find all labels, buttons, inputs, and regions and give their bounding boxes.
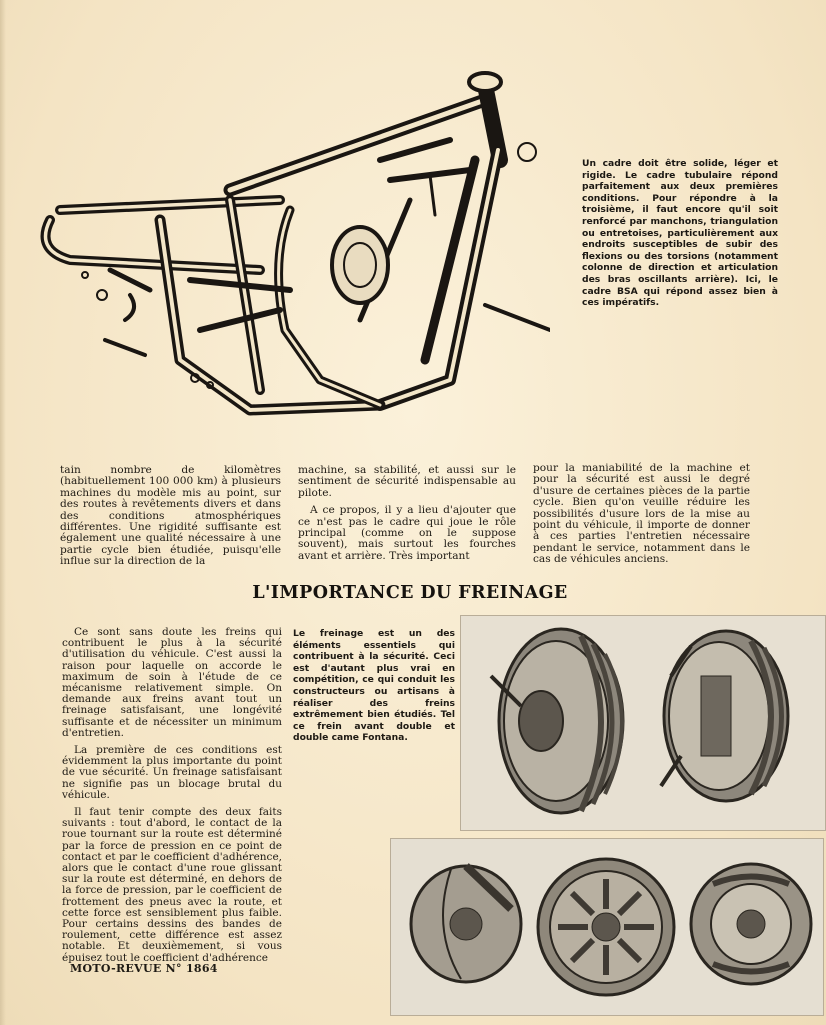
paragraph: La première de ces conditions est évidemment la plus importante du point de vue sécurité. Un freinage satisfaisant ne signifie pas un blocage brutal du véhicule.: [62, 744, 282, 801]
article-column-1: [60, 465, 281, 574]
brake-plates-photo: [390, 838, 824, 1016]
bsa-frame-illustration: [30, 60, 550, 430]
paragraph: pour la maniabilité de la machine et pour la sécurité est aussi le degré d'usure de certaines pièces de la partie cycle. Bien qu'on veuille réduire les possibilités d'usure lors de la mise au point du véhicule, il importe de donner à ces parties l'entretien nécessaire pendant le service, notamment dans le cas de véhicules anciens.: [533, 462, 750, 566]
frame-caption: Un cadre doit être solide, léger et rigide. Le cadre tubulaire répond parfaitement aux deux premières conditions. Pour répondre à la troisième, il faut encore qu'il soit renforcé par manchons, triangulation ou entretoises, particulièrement aux endroits susceptibles de subir des flexions ou des torsions (notamment colonne de direction et articulation des bras oscillants arrière). Ici, le cadre BSA qui répond assez bien à ces impératifs.: [582, 158, 778, 309]
magazine-footer: MOTO-REVUE N° 1864: [70, 962, 218, 975]
page-edge-shadow: [0, 0, 6, 1025]
paragraph: tain nombre de kilomètres (habituellement 100 000 km) à plusieurs machines du modèle mis au point, sur des routes à revêtements divers et dans des conditions atmosphériques différentes. Une rigidité suffisante est également une qualité nécessaire à une partie cycle bien étudiée, puisqu'elle influe sur la direction de la: [60, 464, 281, 568]
brake-caption: Le freinage est un des éléments essentiels qui contribuent à la sécurité. Ceci est d'autant plus vrai en compétition, ce qui conduit les constructeurs ou artisans à réaliser des freins extrêmement bien étudiés. Tel ce frein avant double et double came Fontana.: [293, 628, 455, 744]
article-column-2: [298, 465, 516, 568]
paragraph: A ce propos, il y a lieu d'ajouter que ce n'est pas le cadre qui joue le rôle principal (comme on le suppose souvent), mais surtout les fourches avant et arrière. Très important: [298, 504, 516, 562]
paragraph: machine, sa stabilité, et aussi sur le sentiment de sécurité indispensable au pilote.: [298, 464, 516, 499]
paragraph: Ce sont sans doute les freins qui contribuent le plus à la sécurité d'utilisation du véhicule. C'est aussi la raison pour laquelle on accorde le maximum de soin à l'étude de ce mécanisme relativement simple. On demande aux freins avant tout un freinage satisfaisant, une longévité suffisante et de nécessiter un minimum d'entretien.: [62, 626, 282, 739]
fontana-brake-photo: [460, 615, 826, 831]
paragraph: Il faut tenir compte des deux faits suivants : tout d'abord, le contact de la roue tournant sur la route est déterminé par la force de pression en ce point de contact et par le coefficient d'adhérence, alors que le contact d'une roue glissant sur la route est déterminé, en dehors de la force de pression, par le coefficient de frottement des pneus avec la route, et cette force est sensiblement plus faible. Pour certains dessins des bandes de roulement, cette différence est assez notable. Et deuxièmement, si vous épuisez tout le coefficient d'adhérence: [62, 806, 282, 964]
article-column-3: [533, 463, 750, 572]
braking-column: [62, 627, 282, 970]
section-title: L'IMPORTANCE DU FREINAGE: [252, 583, 568, 603]
